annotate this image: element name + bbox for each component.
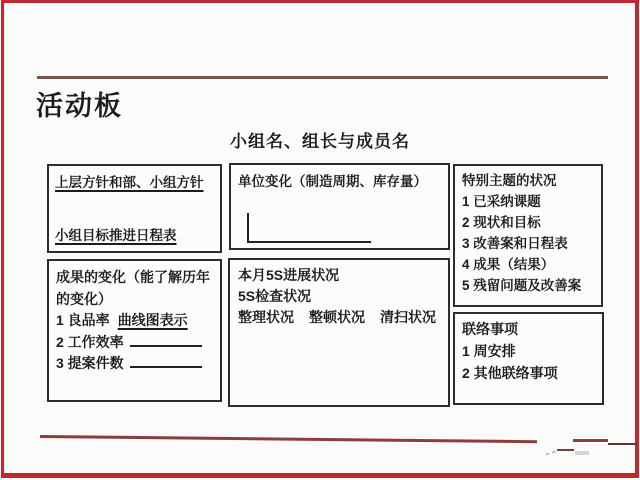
status-seiri: 整理状况 xyxy=(238,309,294,325)
status-seiso: 清扫状况 xyxy=(380,309,436,325)
monthly-5s-line1: 本月5S进展状况 xyxy=(238,267,340,283)
special-topic-item: 2 现状和目标 xyxy=(462,215,541,230)
results-item-2 xyxy=(56,332,213,354)
results-item-3-label: 3 提案件数 xyxy=(56,355,124,371)
contact-item: 1 周安排 xyxy=(462,343,516,359)
policy-upper-line: 上层方针和部、小组方针 xyxy=(55,175,204,190)
contact-item: 2 其他联络事项 xyxy=(462,365,558,381)
results-change-title: 成果的变化（能了解历年的变化） xyxy=(56,269,210,307)
blank-underline xyxy=(130,354,202,368)
policy-schedule-line: 小组目标推进日程表 xyxy=(55,228,177,243)
watermark-mark xyxy=(557,449,574,451)
box-unit-change xyxy=(229,163,450,250)
watermark xyxy=(544,447,592,458)
empty-chart-axes xyxy=(247,213,371,243)
slide-subtitle: 小组名、组长与成员名 xyxy=(230,132,410,151)
results-item-1-label: 1 良品率 xyxy=(56,312,110,328)
bottom-rule-segment xyxy=(573,439,608,442)
special-topic-item: 1 已采纳课题 xyxy=(462,194,541,209)
blank-underline xyxy=(130,333,202,347)
bottom-rule-segment xyxy=(608,443,637,445)
page-title: 活动板 xyxy=(36,91,123,121)
results-item-1 xyxy=(56,310,213,332)
watermark-mark xyxy=(552,450,556,453)
box-policy xyxy=(47,164,222,253)
special-topic-item: 3 改善案和日程表 xyxy=(462,236,568,251)
results-item-2-label: 2 工作效率 xyxy=(56,333,124,350)
results-item-1-note: 曲线图表示 xyxy=(117,312,188,328)
unit-change-title: 单位变化（制造周期、库存量） xyxy=(238,174,427,189)
results-item-3 xyxy=(56,353,213,375)
box-special-topic xyxy=(453,164,603,307)
special-topic-item: 4 成果（结果） xyxy=(462,257,555,272)
monthly-5s-line2: 5S检查状况 xyxy=(238,288,312,304)
watermark-mark xyxy=(575,451,589,455)
box-results-change xyxy=(47,259,222,402)
monthly-5s-status-row xyxy=(238,307,440,328)
special-topic-item: 5 残留问题及改善案 xyxy=(462,278,582,293)
box-monthly-5s xyxy=(228,258,450,407)
special-topic-title: 特别主题的状况 xyxy=(462,173,557,188)
status-seiton: 整顿状况 xyxy=(309,309,365,325)
title-rule-line xyxy=(37,76,608,79)
contact-title: 联络事项 xyxy=(462,321,518,337)
watermark-mark xyxy=(546,453,549,455)
box-contact xyxy=(453,312,604,405)
